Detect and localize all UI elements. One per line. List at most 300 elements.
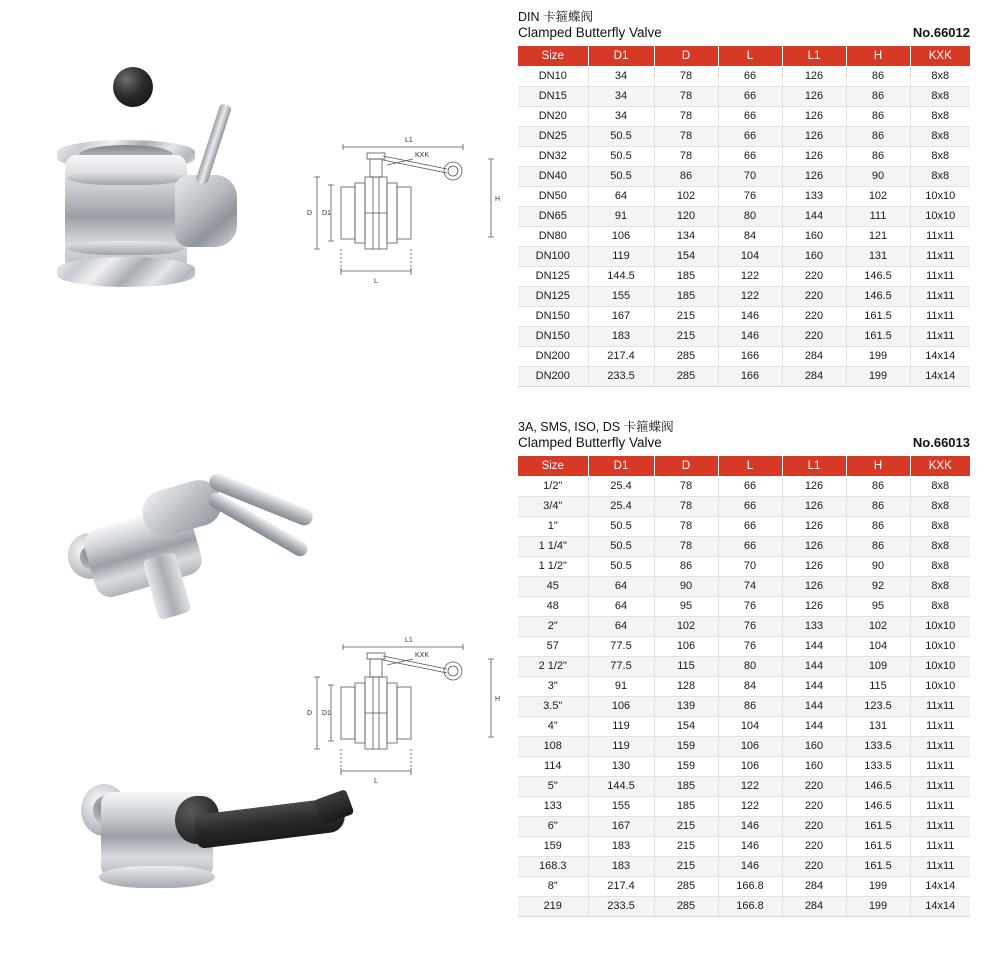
table-cell: 144: [782, 636, 846, 656]
table-cell: DN40: [518, 166, 588, 186]
table-cell: 126: [782, 536, 846, 556]
table-cell: 146: [718, 326, 782, 346]
table-cell: 34: [588, 86, 654, 106]
table-cell: 10x10: [910, 636, 970, 656]
table-cell: 122: [718, 796, 782, 816]
table-cell: 104: [718, 716, 782, 736]
col-header-h: H: [846, 46, 910, 66]
table-cell: 126: [782, 106, 846, 126]
table-cell: DN15: [518, 86, 588, 106]
drawing-label-KXK: KXK: [415, 652, 430, 659]
table-cell: 106: [588, 696, 654, 716]
din-valve-dimension-drawing: [295, 125, 510, 300]
table-cell: 160: [782, 226, 846, 246]
table-cell: 166: [718, 346, 782, 366]
table-cell: 215: [654, 856, 718, 876]
table-cell: 166.8: [718, 876, 782, 896]
drawing-label-D1: D1: [322, 210, 331, 217]
table-cell: 86: [654, 556, 718, 576]
table-cell: 1": [518, 516, 588, 536]
table-cell: 45: [518, 576, 588, 596]
table-cell: 131: [846, 716, 910, 736]
table-row: [518, 266, 970, 286]
table-cell: 8x8: [910, 516, 970, 536]
drawing-label-L: L: [374, 778, 378, 785]
table-cell: 161.5: [846, 306, 910, 326]
drawing-label-D1: D1: [322, 710, 331, 717]
table-cell: 64: [588, 596, 654, 616]
table-cell: DN200: [518, 346, 588, 366]
table-row: [518, 496, 970, 516]
table-row: [518, 246, 970, 266]
table-cell: DN32: [518, 146, 588, 166]
valve-bottom-flange: [99, 866, 215, 888]
table-cell: 133: [518, 796, 588, 816]
spec-table-din: [518, 46, 970, 387]
table-cell: 146: [718, 816, 782, 836]
table-row: [518, 536, 970, 556]
table-cell: 161.5: [846, 326, 910, 346]
table-cell: 78: [654, 536, 718, 556]
table-cell: 11x11: [910, 756, 970, 776]
table-row: [518, 306, 970, 326]
table-cell: 34: [588, 66, 654, 86]
table-cell: 154: [654, 246, 718, 266]
table-row: [518, 326, 970, 346]
table-cell: 74: [718, 576, 782, 596]
table-cell: 102: [846, 616, 910, 636]
table-cell: 134: [654, 226, 718, 246]
table-cell: 86: [846, 126, 910, 146]
block-title-en: Clamped Butterfly Valve: [518, 25, 662, 40]
table-cell: 146.5: [846, 776, 910, 796]
table-cell: 220: [782, 776, 846, 796]
table-cell: 128: [654, 676, 718, 696]
table-cell: 86: [846, 476, 910, 496]
table-row: [518, 716, 970, 736]
col-header-d: D: [654, 456, 718, 476]
table-cell: 95: [846, 596, 910, 616]
table-row: [518, 736, 970, 756]
table-cell: 34: [588, 106, 654, 126]
table-cell: 92: [846, 576, 910, 596]
table-cell: 5": [518, 776, 588, 796]
table-cell: 8x8: [910, 146, 970, 166]
table-cell: 8x8: [910, 596, 970, 616]
table-cell: 11x11: [910, 736, 970, 756]
table-cell: DN150: [518, 326, 588, 346]
table-cell: 220: [782, 816, 846, 836]
table-cell: 220: [782, 286, 846, 306]
drawing-label-H: H: [495, 696, 501, 703]
table-cell: 25.4: [588, 476, 654, 496]
table-cell: 115: [654, 656, 718, 676]
table-cell: 144: [782, 676, 846, 696]
table-cell: 86: [846, 86, 910, 106]
table-cell: 199: [846, 346, 910, 366]
table-cell: 3/4": [518, 496, 588, 516]
table-cell: 220: [782, 326, 846, 346]
table-cell: 126: [782, 476, 846, 496]
table-row: [518, 286, 970, 306]
table-cell: 160: [782, 756, 846, 776]
table-row: [518, 126, 970, 146]
table-cell: 11x11: [910, 286, 970, 306]
table-cell: 10x10: [910, 676, 970, 696]
table-cell: 167: [588, 306, 654, 326]
table-cell: 146: [718, 836, 782, 856]
table-cell: 233.5: [588, 366, 654, 386]
table-cell: 185: [654, 776, 718, 796]
table-cell: 91: [588, 206, 654, 226]
table-cell: 80: [718, 656, 782, 676]
table-cell: 119: [588, 246, 654, 266]
table-cell: 11x11: [910, 856, 970, 876]
table-row: [518, 226, 970, 246]
drawing-label-L1: L1: [405, 137, 413, 144]
table-row: [518, 596, 970, 616]
table-cell: 220: [782, 836, 846, 856]
table-cell: DN125: [518, 266, 588, 286]
valve-handle-ball-knob: [113, 67, 153, 107]
table-cell: 168.3: [518, 856, 588, 876]
block-model-number: No.66012: [912, 25, 970, 40]
spec-block-din: [518, 10, 970, 387]
table-row: [518, 576, 970, 596]
table-cell: 11x11: [910, 796, 970, 816]
table-cell: 126: [782, 166, 846, 186]
table-cell: 108: [518, 736, 588, 756]
table-cell: 106: [718, 736, 782, 756]
table-cell: 86: [718, 696, 782, 716]
table-cell: 183: [588, 856, 654, 876]
table-cell: 146: [718, 856, 782, 876]
table-cell: 285: [654, 876, 718, 896]
table-cell: 284: [782, 896, 846, 916]
table-row: [518, 616, 970, 636]
table-row: [518, 836, 970, 856]
table-cell: 120: [654, 206, 718, 226]
table-cell: 122: [718, 776, 782, 796]
table-row: [518, 636, 970, 656]
table-cell: 66: [718, 496, 782, 516]
table-cell: 106: [588, 226, 654, 246]
table-cell: DN50: [518, 186, 588, 206]
table-cell: 220: [782, 266, 846, 286]
table-cell: 159: [654, 736, 718, 756]
table-cell: 86: [846, 496, 910, 516]
table-cell: 90: [846, 556, 910, 576]
table-row: [518, 146, 970, 166]
table-row: [518, 346, 970, 366]
table-cell: 220: [782, 306, 846, 326]
drawing-label-D: D: [307, 710, 313, 717]
table-row: [518, 166, 970, 186]
drawing-label-H: H: [495, 196, 501, 203]
table-cell: 159: [654, 756, 718, 776]
table-cell: 90: [654, 576, 718, 596]
table-cell: 199: [846, 366, 910, 386]
table-cell: 86: [846, 106, 910, 126]
spec-block-sms: [518, 420, 970, 917]
table-row: [518, 556, 970, 576]
table-cell: DN100: [518, 246, 588, 266]
table-cell: 8x8: [910, 106, 970, 126]
table-cell: 199: [846, 896, 910, 916]
table-cell: 50.5: [588, 146, 654, 166]
col-header-l1: L1: [782, 46, 846, 66]
table-cell: 1 1/2": [518, 556, 588, 576]
drawing-label-D: D: [307, 210, 313, 217]
table-cell: 215: [654, 836, 718, 856]
table-cell: 66: [718, 476, 782, 496]
table-cell: 50.5: [588, 556, 654, 576]
table-cell: 95: [654, 596, 718, 616]
butterfly-valve-ball-handle-photo: [35, 45, 285, 295]
table-cell: DN25: [518, 126, 588, 146]
table-cell: 11x11: [910, 696, 970, 716]
table-cell: 8x8: [910, 86, 970, 106]
table-cell: 8x8: [910, 476, 970, 496]
table-row: [518, 776, 970, 796]
table-row: [518, 476, 970, 496]
table-cell: 64: [588, 186, 654, 206]
table-cell: 119: [588, 716, 654, 736]
table-cell: 8x8: [910, 576, 970, 596]
col-header-d: D: [654, 46, 718, 66]
table-cell: 144.5: [588, 266, 654, 286]
table-cell: 102: [654, 616, 718, 636]
block-title-zh: DIN 卡箍蝶阀: [518, 10, 594, 24]
table-cell: 25.4: [588, 496, 654, 516]
table-cell: 166: [718, 366, 782, 386]
table-cell: 139: [654, 696, 718, 716]
table-cell: 119: [588, 736, 654, 756]
table-cell: 123.5: [846, 696, 910, 716]
table-cell: 220: [782, 796, 846, 816]
table-row: [518, 876, 970, 896]
table-cell: 70: [718, 166, 782, 186]
table-cell: 217.4: [588, 346, 654, 366]
col-header-l1: L1: [782, 456, 846, 476]
table-row: [518, 816, 970, 836]
table-cell: 215: [654, 326, 718, 346]
table-cell: 160: [782, 736, 846, 756]
table-row: [518, 106, 970, 126]
col-header-kxk: KXK: [910, 46, 970, 66]
table-cell: 76: [718, 596, 782, 616]
table-cell: 146: [718, 306, 782, 326]
table-cell: DN200: [518, 366, 588, 386]
table-row: [518, 676, 970, 696]
table-cell: 78: [654, 146, 718, 166]
table-cell: 126: [782, 126, 846, 146]
table-cell: 1/2": [518, 476, 588, 496]
table-cell: 78: [654, 476, 718, 496]
table-cell: 161.5: [846, 856, 910, 876]
table-cell: 285: [654, 366, 718, 386]
table-cell: 11x11: [910, 716, 970, 736]
table-cell: 64: [588, 616, 654, 636]
table-cell: 11x11: [910, 246, 970, 266]
table-cell: 10x10: [910, 186, 970, 206]
table-cell: 199: [846, 876, 910, 896]
table-cell: 133.5: [846, 736, 910, 756]
table-cell: 126: [782, 596, 846, 616]
table-cell: 220: [782, 856, 846, 876]
table-cell: 106: [718, 756, 782, 776]
table-cell: 102: [846, 186, 910, 206]
table-cell: 126: [782, 496, 846, 516]
table-cell: 122: [718, 286, 782, 306]
valve-bottom-flange: [57, 257, 195, 287]
table-cell: 77.5: [588, 656, 654, 676]
table-cell: 50.5: [588, 166, 654, 186]
table-cell: 86: [846, 536, 910, 556]
table-cell: 66: [718, 106, 782, 126]
table-cell: 126: [782, 66, 846, 86]
valve-collar-upper: [67, 171, 185, 185]
col-header-h: H: [846, 456, 910, 476]
table-cell: 146.5: [846, 796, 910, 816]
drawing-label-L: L: [374, 278, 378, 285]
table-cell: 11x11: [910, 816, 970, 836]
table-cell: 144.5: [588, 776, 654, 796]
table-cell: 1 1/4": [518, 536, 588, 556]
table-cell: 285: [654, 346, 718, 366]
col-header-size: Size: [518, 456, 588, 476]
table-cell: 48: [518, 596, 588, 616]
table-cell: 106: [654, 636, 718, 656]
table-cell: 11x11: [910, 266, 970, 286]
col-header-l: L: [718, 46, 782, 66]
table-cell: 78: [654, 86, 718, 106]
table-cell: 122: [718, 266, 782, 286]
table-cell: 76: [718, 636, 782, 656]
table-row: [518, 516, 970, 536]
table-cell: 215: [654, 816, 718, 836]
table-cell: 86: [846, 516, 910, 536]
table-cell: 91: [588, 676, 654, 696]
table-cell: 84: [718, 226, 782, 246]
table-cell: DN125: [518, 286, 588, 306]
table-cell: 66: [718, 536, 782, 556]
table-row: [518, 896, 970, 916]
table-cell: 66: [718, 146, 782, 166]
table-cell: 8x8: [910, 166, 970, 186]
table-cell: 161.5: [846, 816, 910, 836]
table-cell: DN80: [518, 226, 588, 246]
table-cell: 126: [782, 146, 846, 166]
table-cell: 66: [718, 86, 782, 106]
table-cell: 11x11: [910, 226, 970, 246]
table-cell: 155: [588, 286, 654, 306]
table-cell: 76: [718, 186, 782, 206]
table-cell: 144: [782, 716, 846, 736]
table-cell: 114: [518, 756, 588, 776]
sms-valve-dimension-drawing: [295, 625, 510, 800]
col-header-l: L: [718, 456, 782, 476]
table-cell: 111: [846, 206, 910, 226]
table-header-row: [518, 46, 970, 66]
table-cell: 133.5: [846, 756, 910, 776]
block-title-zh: 3A, SMS, ISO, DS 卡箍蝶阀: [518, 420, 674, 434]
table-cell: 183: [588, 836, 654, 856]
table-row: [518, 796, 970, 816]
table-row: [518, 206, 970, 226]
table-cell: 11x11: [910, 836, 970, 856]
table-cell: 8": [518, 876, 588, 896]
table-cell: 121: [846, 226, 910, 246]
table-row: [518, 366, 970, 386]
table-cell: 10x10: [910, 616, 970, 636]
table-cell: 217.4: [588, 876, 654, 896]
table-cell: DN150: [518, 306, 588, 326]
table-cell: 86: [846, 66, 910, 86]
table-cell: 66: [718, 516, 782, 536]
table-cell: 160: [782, 246, 846, 266]
table-cell: 50.5: [588, 516, 654, 536]
table-cell: 8x8: [910, 496, 970, 516]
table-row: [518, 66, 970, 86]
table-cell: 126: [782, 576, 846, 596]
table-cell: 144: [782, 206, 846, 226]
table-cell: 161.5: [846, 836, 910, 856]
table-cell: 154: [654, 716, 718, 736]
table-cell: 11x11: [910, 326, 970, 346]
table-cell: 146.5: [846, 266, 910, 286]
table-cell: 130: [588, 756, 654, 776]
table-cell: 66: [718, 126, 782, 146]
table-cell: 11x11: [910, 776, 970, 796]
table-row: [518, 756, 970, 776]
table-cell: DN10: [518, 66, 588, 86]
table-cell: 3": [518, 676, 588, 696]
table-cell: 104: [718, 246, 782, 266]
table-cell: 8x8: [910, 556, 970, 576]
table-cell: 233.5: [588, 896, 654, 916]
table-cell: 80: [718, 206, 782, 226]
table-cell: 14x14: [910, 876, 970, 896]
table-cell: 133: [782, 186, 846, 206]
valve-handle-stem: [195, 103, 232, 185]
table-cell: 78: [654, 66, 718, 86]
spec-table-body-sms: [518, 476, 970, 916]
table-cell: 146.5: [846, 286, 910, 306]
table-cell: 215: [654, 306, 718, 326]
table-cell: 11x11: [910, 306, 970, 326]
table-cell: 284: [782, 346, 846, 366]
col-header-d1: D1: [588, 46, 654, 66]
table-cell: 50.5: [588, 126, 654, 146]
table-cell: 185: [654, 286, 718, 306]
table-cell: 14x14: [910, 366, 970, 386]
table-cell: 133: [782, 616, 846, 636]
table-cell: 2": [518, 616, 588, 636]
table-cell: 76: [718, 616, 782, 636]
table-cell: 8x8: [910, 126, 970, 146]
table-cell: 8x8: [910, 536, 970, 556]
table-cell: 284: [782, 876, 846, 896]
col-header-size: Size: [518, 46, 588, 66]
table-cell: DN20: [518, 106, 588, 126]
table-cell: 131: [846, 246, 910, 266]
table-cell: 78: [654, 516, 718, 536]
drawing-label-KXK: KXK: [415, 152, 430, 159]
table-cell: 4": [518, 716, 588, 736]
table-row: [518, 656, 970, 676]
table-cell: 84: [718, 676, 782, 696]
